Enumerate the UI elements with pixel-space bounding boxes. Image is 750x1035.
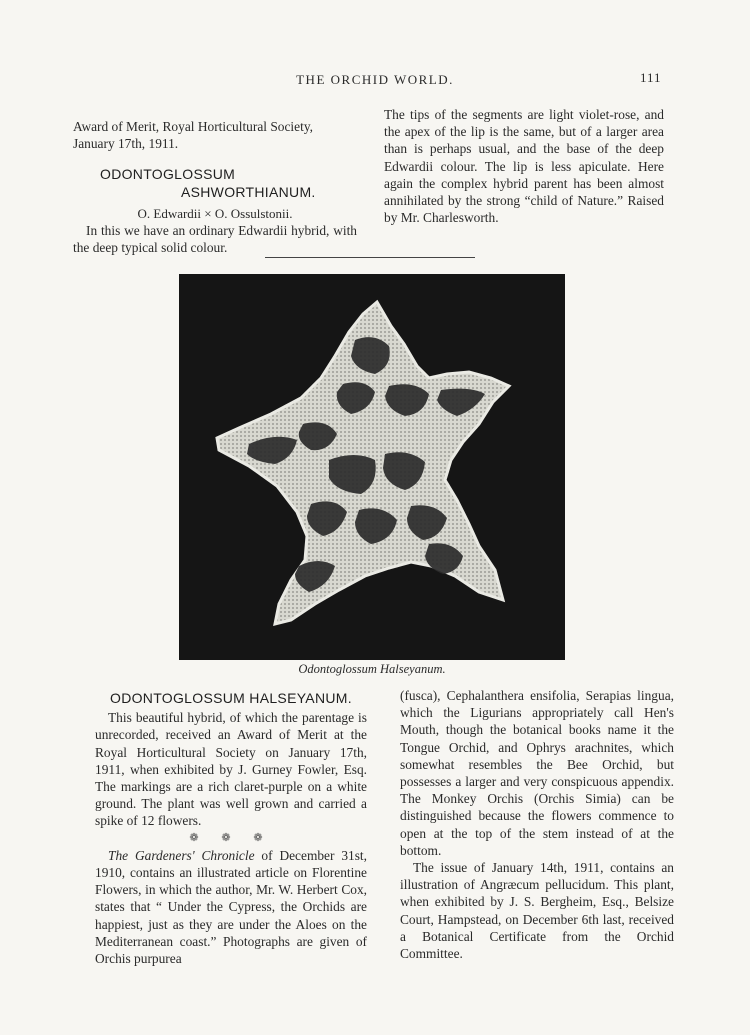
figure-caption: Odontoglossum Halseyanum. bbox=[298, 662, 446, 676]
award-line: Award of Merit, Royal Horticultural Society, January 17th, 1911. bbox=[73, 119, 313, 152]
bottom-left-column bbox=[95, 690, 367, 967]
section-ornament: ❁ ❁ ❁ bbox=[189, 831, 273, 844]
parentage-line: O. Edwardii × O. Ossulstonii. bbox=[137, 205, 293, 221]
journal-title: The Gardeners' Chronicle bbox=[108, 847, 255, 863]
page-number: 111 bbox=[640, 70, 662, 85]
running-header: THE ORCHID WORLD. bbox=[296, 72, 454, 87]
orchid-photograph bbox=[179, 274, 565, 660]
bottom-right-column bbox=[400, 687, 674, 962]
top-left-column bbox=[73, 118, 357, 256]
top-right-text: The tips of the segments are light violet-rose, and the apex of the lip is the same, but of a larger area than is perhaps usual, and the base of the deep Edwardii colour. The lip is less apiculate. Here again the complex hybrid parent has been almost annihilated by the strong “child of Nature.” Raised by Mr. Charlesworth. bbox=[384, 107, 664, 226]
orchid-flower-image bbox=[179, 274, 565, 660]
halseyanum-text: This beautiful hybrid, of which the parentage is unrecorded, received an Award of Merit at the Royal Horticultural Society on January 17th, 1911, when exhibited by J. Gurney Fowler, Esq. The markings are a rich claret-purple on a white ground. The plant was well grown and carried a spike of 12 flowers. bbox=[95, 710, 367, 829]
heading-line-2: ASHWORTHIANUM. bbox=[181, 183, 316, 200]
halseyanum-heading: ODONTOGLOSSUM HALSEYANUM. bbox=[110, 690, 352, 706]
gardeners-chronicle-text: of December 31st, 1910, contains an illustrated article on Florentine Flowers, in which the author, Mr. W. Herbert Cox, states that “ Under the Cypress, the Orchids are happiest, just as they are under the Aloes on the Mediterranean coast.” Photographs are given of Orchis purpurea bbox=[95, 847, 368, 967]
top-right-column bbox=[384, 106, 664, 226]
bottom-right-text-2: The issue of January 14th, 1911, contains an illustration of Angræcum pellucidum. This plant, when exhibited by J. S. Bergheim, Esq., Belsize Court, Hampstead, on December 6th last, received a Botanical Certificate from the Orchid Committee. bbox=[400, 860, 674, 962]
ashworthianum-heading bbox=[73, 166, 357, 200]
gardeners-chronicle-paragraph bbox=[95, 847, 367, 967]
ashworthianum-text: In this we have an ordinary Edwardii hybrid, with the deep typical solid colour. bbox=[73, 223, 357, 256]
heading-line-1: ODONTOGLOSSUM bbox=[100, 166, 236, 183]
section-divider bbox=[265, 257, 475, 258]
bottom-right-text-1: (fusca), Cephalanthera ensifolia, Serapias lingua, which the Ligurians appropriately call Hen's Mouth, though the botanical books name it the Tongue Orchid, and Ophrys arachnites, which somewhat resembles the Bee Orchid, but possesses a larger and very conspicuous appendix. The Monkey Orchis (Orchis Simia) can be distinguished because the flowers commence to open at the top of the stem instead of at the bottom. bbox=[400, 688, 674, 858]
